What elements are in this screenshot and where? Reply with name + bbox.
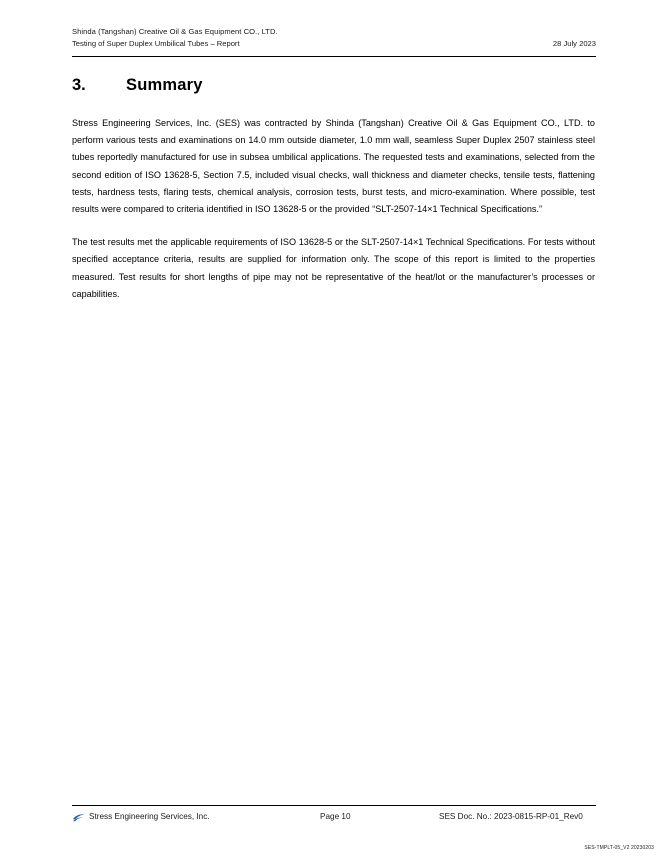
header-report-title: Testing of Super Duplex Umbilical Tubes – Report — [72, 39, 240, 48]
footer-page-number: Page 10 — [320, 812, 351, 821]
section-number: 3. — [72, 76, 86, 94]
header-company: Shinda (Tangshan) Creative Oil & Gas Equipment CO., LTD. — [72, 27, 278, 36]
footer-divider — [72, 805, 596, 806]
page-header — [72, 26, 596, 50]
ses-logo-icon — [72, 811, 87, 822]
paragraph-1: Stress Engineering Services, Inc. (SES) was contracted by Shinda (Tangshan) Creative Oil & Gas Equipment CO., LTD. to perform various tests and examinations on 14.0 mm outside diameter, 1.0 mm wall, seamless Super Duplex 2507 stainless steel tubes reportedly manufactured for use in subsea umbilical applications. The requested tests and examinations, selected from the second edition of ISO 13628-5, Section 7.5, included visual checks, wall thickness and diameter checks, tensile tests, flattening tests, hardness tests, flaring tests, chemical analysis, corrosion tests, burst tests, and micro-examination. Where possible, test results were compared to criteria identified in ISO 13628-5 or the provided “SLT-2507-14×1 Technical Specifications.” — [72, 118, 595, 215]
section-heading — [72, 76, 203, 95]
header-date: 28 July 2023 — [552, 39, 596, 48]
header-divider — [72, 56, 596, 57]
page-title: Summary — [126, 76, 203, 94]
footer-template-code: SES-TMPLT-05_V2 20230203 — [584, 845, 654, 851]
page-footer — [72, 810, 596, 826]
footer-company-block — [72, 811, 210, 822]
header-second-row — [72, 38, 596, 50]
body-content — [72, 115, 595, 319]
footer-doc-number: SES Doc. No.: 2023-0815-RP-01_Rev0 — [439, 812, 583, 821]
footer-company-name: Stress Engineering Services, Inc. — [89, 812, 210, 821]
paragraph-2: The test results met the applicable requirements of ISO 13628-5 or the SLT-2507-14×1 Technical Specifications. For tests without specified acceptance criteria, results are supplied for information only. The scope of this report is limited to the properties measured. Test results for short lengths of pipe may not be representative of the heat/lot or the manufacturer’s processes or capabilities. — [72, 237, 595, 299]
